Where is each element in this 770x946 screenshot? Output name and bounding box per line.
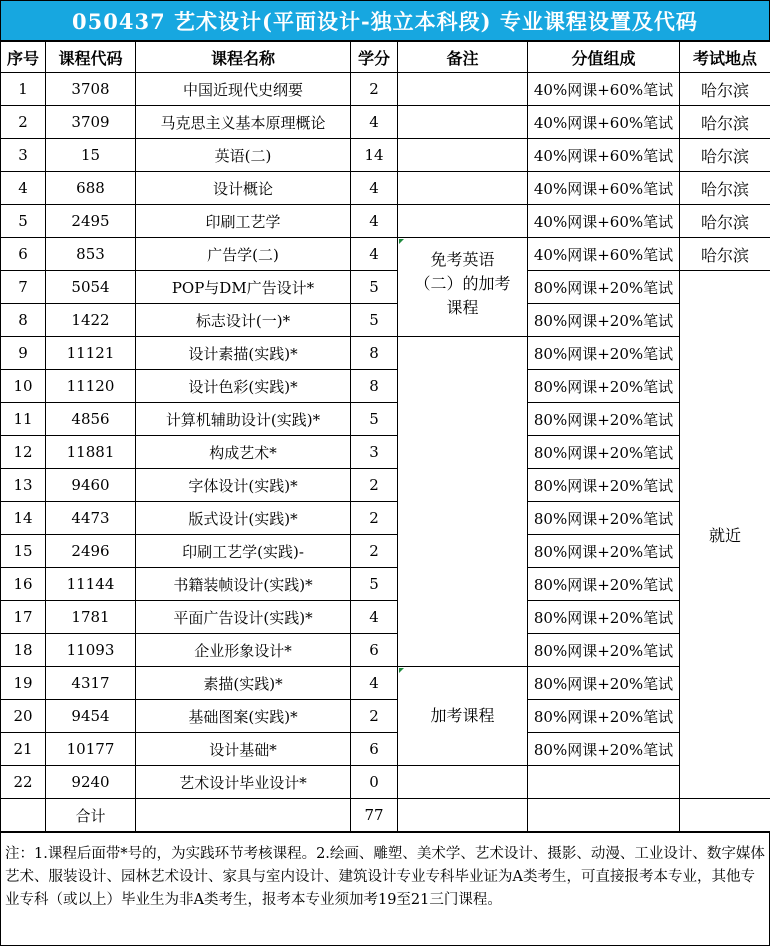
score-composition: 80%网课+20%笔试 [528,370,680,403]
table-row [1,271,770,304]
row-no: 19 [1,667,46,700]
score-composition: 40%网课+60%笔试 [528,73,680,106]
row-no: 21 [1,733,46,766]
course-name: 计算机辅助设计(实践)* [136,403,351,436]
course-credit: 5 [351,568,398,601]
table-row [1,733,770,766]
header-location: 考试地点 [680,42,770,73]
course-code: 1781 [46,601,136,634]
course-credit: 2 [351,700,398,733]
table-row [1,172,770,205]
course-code: 688 [46,172,136,205]
course-code: 10177 [46,733,136,766]
table-row [1,601,770,634]
course-code: 4317 [46,667,136,700]
score-composition: 80%网课+20%笔试 [528,535,680,568]
course-name: 标志设计(一)* [136,304,351,337]
course-name: 广告学(二) [136,238,351,271]
row-no: 18 [1,634,46,667]
course-name: 平面广告设计(实践)* [136,601,351,634]
row-no: 22 [1,766,46,799]
course-credit: 3 [351,436,398,469]
course-code: 9454 [46,700,136,733]
course-code: 4856 [46,403,136,436]
course-name: POP与DM广告设计* [136,271,351,304]
table-row [1,73,770,106]
course-code: 3709 [46,106,136,139]
course-name: 马克思主义基本原理概论 [136,106,351,139]
course-credit: 5 [351,403,398,436]
row-no: 1 [1,73,46,106]
exam-location: 哈尔滨 [680,238,770,271]
course-credit: 2 [351,502,398,535]
score-composition: 80%网课+20%笔试 [528,403,680,436]
course-credit: 5 [351,304,398,337]
score-composition: 80%网课+20%笔试 [528,733,680,766]
header-score: 分值组成 [528,42,680,73]
row-no: 17 [1,601,46,634]
row-no: 14 [1,502,46,535]
remark-cell [398,766,528,799]
row-no: 5 [1,205,46,238]
score-composition: 80%网课+20%笔试 [528,304,680,337]
row-no: 9 [1,337,46,370]
total-row [1,799,770,832]
table-row [1,337,770,370]
course-credit: 4 [351,238,398,271]
table-row [1,403,770,436]
score-composition: 40%网课+60%笔试 [528,238,680,271]
course-name: 设计基础* [136,733,351,766]
score-composition: 80%网课+20%笔试 [528,337,680,370]
remark-cell [398,139,528,172]
course-credit: 14 [351,139,398,172]
course-code: 11881 [46,436,136,469]
table-row [1,238,770,271]
table-row [1,370,770,403]
course-credit: 2 [351,469,398,502]
course-name: 设计色彩(实践)* [136,370,351,403]
row-no: 13 [1,469,46,502]
course-code: 3708 [46,73,136,106]
course-code: 853 [46,238,136,271]
sheet-title: 050437 艺术设计(平面设计-独立本科段) 专业课程设置及代码 [0,0,770,41]
course-name: 版式设计(实践)* [136,502,351,535]
course-credit: 4 [351,667,398,700]
course-credit: 4 [351,106,398,139]
score-composition: 80%网课+20%笔试 [528,469,680,502]
course-credit: 2 [351,535,398,568]
course-code: 4473 [46,502,136,535]
score-composition: 40%网课+60%笔试 [528,139,680,172]
table-row [1,667,770,700]
course-code: 9240 [46,766,136,799]
course-name: 企业形象设计* [136,634,351,667]
course-code: 5054 [46,271,136,304]
score-composition: 80%网课+20%笔试 [528,436,680,469]
course-table [0,41,770,832]
exam-location: 哈尔滨 [680,106,770,139]
table-row [1,304,770,337]
total-blank [398,799,528,832]
course-name: 印刷工艺学(实践)- [136,535,351,568]
score-composition: 40%网课+60%笔试 [528,205,680,238]
course-credit: 8 [351,370,398,403]
course-name: 印刷工艺学 [136,205,351,238]
row-no: 7 [1,271,46,304]
row-no: 16 [1,568,46,601]
course-name: 书籍装帧设计(实践)* [136,568,351,601]
exam-location: 哈尔滨 [680,205,770,238]
course-credit: 2 [351,73,398,106]
total-label: 合计 [46,799,136,832]
course-credit: 4 [351,205,398,238]
row-no: 6 [1,238,46,271]
remark-english-exempt: 免考英语（二）的加考课程 [398,238,528,337]
table-body [1,73,770,832]
header-credit: 学分 [351,42,398,73]
course-credit: 4 [351,601,398,634]
score-composition [528,766,680,799]
table-row [1,766,770,799]
footer-note: 注：1.课程后面带*号的，为实践环节考核课程。2.绘画、雕塑、美术学、艺术设计、摄影、动漫、工业设计、数字媒体艺术、服装设计、园林艺术设计、家具与室内设计、建筑设计专业专科毕业证为A类考生，可直接报考本专业，其他专业专科（或以上）毕业生为非A类考生，报考本专业须加考19至21三门课程。 [0,832,770,946]
table-row [1,139,770,172]
header-code: 课程代码 [46,42,136,73]
course-name: 艺术设计毕业设计* [136,766,351,799]
row-no: 8 [1,304,46,337]
course-name: 中国近现代史纲要 [136,73,351,106]
course-name: 构成艺术* [136,436,351,469]
row-no: 4 [1,172,46,205]
course-credit: 6 [351,634,398,667]
row-no: 10 [1,370,46,403]
exam-location: 哈尔滨 [680,172,770,205]
course-name: 设计概论 [136,172,351,205]
table-row [1,436,770,469]
exam-location-nearby: 就近 [680,271,770,799]
total-credits: 77 [351,799,398,832]
score-composition: 80%网课+20%笔试 [528,667,680,700]
course-name: 素描(实践)* [136,667,351,700]
table-row [1,205,770,238]
course-credit: 8 [351,337,398,370]
total-blank [680,799,770,832]
remark-cell [398,106,528,139]
course-code: 9460 [46,469,136,502]
row-no: 2 [1,106,46,139]
course-code: 2496 [46,535,136,568]
table-row [1,535,770,568]
remark-cell [398,205,528,238]
table-row [1,634,770,667]
course-name: 设计素描(实践)* [136,337,351,370]
table-row [1,502,770,535]
table-row [1,106,770,139]
remark-extra: 加考课程 [398,667,528,766]
remark-cell [398,337,528,667]
course-credit: 0 [351,766,398,799]
course-credit: 4 [351,172,398,205]
score-composition: 40%网课+60%笔试 [528,106,680,139]
course-code: 11093 [46,634,136,667]
score-composition: 40%网课+60%笔试 [528,172,680,205]
row-no: 3 [1,139,46,172]
total-blank [136,799,351,832]
remark-cell [398,172,528,205]
exam-location: 哈尔滨 [680,73,770,106]
comment-marker-icon [399,239,404,244]
course-credit: 5 [351,271,398,304]
header-name: 课程名称 [136,42,351,73]
comment-marker-icon [399,668,404,673]
row-no: 20 [1,700,46,733]
header-no: 序号 [1,42,46,73]
table-row [1,469,770,502]
row-no: 11 [1,403,46,436]
score-composition: 80%网课+20%笔试 [528,271,680,304]
table-header-row [1,42,770,73]
table-row [1,568,770,601]
course-name: 英语(二) [136,139,351,172]
header-remark: 备注 [398,42,528,73]
course-name: 字体设计(实践)* [136,469,351,502]
score-composition: 80%网课+20%笔试 [528,634,680,667]
table-row [1,700,770,733]
score-composition: 80%网课+20%笔试 [528,568,680,601]
course-credit: 6 [351,733,398,766]
exam-location: 哈尔滨 [680,139,770,172]
course-code: 2495 [46,205,136,238]
course-code: 15 [46,139,136,172]
remark-cell [398,73,528,106]
course-code: 1422 [46,304,136,337]
course-code: 11121 [46,337,136,370]
row-no: 15 [1,535,46,568]
row-no: 12 [1,436,46,469]
score-composition: 80%网课+20%笔试 [528,502,680,535]
course-name: 基础图案(实践)* [136,700,351,733]
total-blank [1,799,46,832]
total-blank [528,799,680,832]
course-code: 11120 [46,370,136,403]
course-code: 11144 [46,568,136,601]
score-composition: 80%网课+20%笔试 [528,700,680,733]
score-composition: 80%网课+20%笔试 [528,601,680,634]
